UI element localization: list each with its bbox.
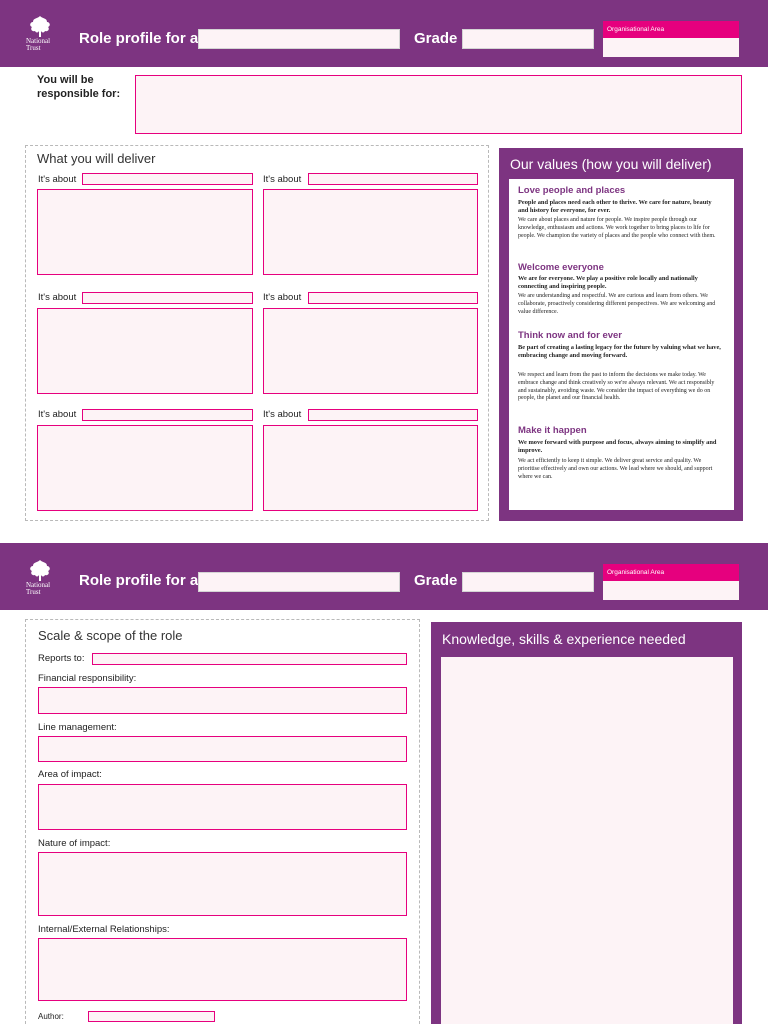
grade-label: Grade bbox=[414, 572, 458, 589]
its-about-label: It's about bbox=[263, 174, 302, 185]
its-about-field[interactable] bbox=[308, 292, 478, 304]
responsible-label bbox=[37, 73, 120, 101]
its-about-field[interactable] bbox=[82, 292, 253, 304]
org-area-field[interactable] bbox=[603, 581, 739, 600]
line-management-field[interactable] bbox=[38, 736, 407, 762]
value-body: We are understanding and respectful. We are curious and learn from others. We collaborate, proactively considering different perspectives. We are welcoming and value difference. bbox=[518, 293, 716, 315]
financial-label: Financial responsibility: bbox=[38, 673, 137, 684]
logo-text-1: National bbox=[26, 581, 51, 589]
national-trust-logo bbox=[20, 558, 60, 602]
its-about-label: It's about bbox=[38, 409, 77, 420]
org-area-field[interactable] bbox=[603, 38, 739, 57]
deliver-box[interactable] bbox=[37, 425, 253, 511]
value-lead: Be part of creating a lasting legacy for the future by valuing what we have, embracing change and moving forward. bbox=[518, 344, 721, 360]
value-lead: We are for everyone. We play a positive role locally and nationally connecting and inspiring people. bbox=[518, 275, 698, 291]
responsible-label-line2: responsible for: bbox=[37, 88, 121, 100]
values-card bbox=[509, 179, 734, 510]
org-area-label: Organisational Area bbox=[603, 21, 739, 38]
responsible-label-line1: You will be bbox=[37, 74, 94, 86]
responsible-for-field[interactable] bbox=[135, 75, 742, 134]
values-title: Our values (how you will deliver) bbox=[510, 156, 712, 172]
its-about-field[interactable] bbox=[308, 173, 478, 185]
its-about-field[interactable] bbox=[82, 409, 253, 421]
relationships-field[interactable] bbox=[38, 938, 407, 1001]
its-about-field[interactable] bbox=[82, 173, 253, 185]
role-title-field[interactable] bbox=[198, 29, 400, 49]
value-body: We act efficiently to keep it simple. We deliver great service and quality. We prioritise effectively and own our actions. We lead where we should, and support where we can. bbox=[518, 458, 713, 480]
oak-leaf-icon bbox=[27, 14, 53, 38]
role-title-field[interactable] bbox=[198, 572, 400, 592]
value-heading: Love people and places bbox=[518, 185, 626, 196]
reports-to-label: Reports to: bbox=[38, 653, 85, 664]
deliver-box[interactable] bbox=[263, 308, 478, 394]
its-about-label: It's about bbox=[38, 292, 77, 303]
its-about-label: It's about bbox=[263, 292, 302, 303]
its-about-label: It's about bbox=[38, 174, 77, 185]
deliver-box[interactable] bbox=[263, 425, 478, 511]
deliver-box[interactable] bbox=[37, 308, 253, 394]
logo-text-1: National bbox=[26, 37, 51, 45]
financial-field[interactable] bbox=[38, 687, 407, 714]
national-trust-logo bbox=[20, 14, 60, 58]
its-about-field[interactable] bbox=[308, 409, 478, 421]
grade-label: Grade bbox=[414, 30, 458, 47]
knowledge-field[interactable] bbox=[441, 657, 733, 1024]
area-of-impact-label: Area of impact: bbox=[38, 769, 102, 780]
logo-text-2: Trust bbox=[26, 44, 41, 52]
value-heading: Think now and for ever bbox=[518, 330, 622, 341]
nature-of-impact-field[interactable] bbox=[38, 852, 407, 916]
knowledge-title: Knowledge, skills & experience needed bbox=[442, 631, 686, 647]
role-profile-title: Role profile for a bbox=[79, 30, 199, 47]
value-heading: Welcome everyone bbox=[518, 262, 604, 273]
scale-title: Scale & scope of the role bbox=[38, 628, 183, 643]
value-lead: We move forward with purpose and focus, always aiming to simplify and improve. bbox=[518, 439, 717, 455]
org-area-label: Organisational Area bbox=[603, 564, 739, 581]
role-profile-title: Role profile for a bbox=[79, 572, 199, 589]
relationships-label: Internal/External Relationships: bbox=[38, 924, 170, 935]
logo-text-2: Trust bbox=[26, 588, 41, 596]
oak-leaf-icon bbox=[27, 558, 53, 582]
author-label: Author: bbox=[38, 1012, 64, 1021]
grade-field[interactable] bbox=[462, 29, 594, 49]
line-management-label: Line management: bbox=[38, 722, 117, 733]
org-area-box bbox=[603, 21, 739, 57]
value-body: We care about places and nature for people. We inspire people through our knowledge, enthusiasm and actions. We work together to bring places to life for people. We champion the variety of places and the people who connect with them. bbox=[518, 217, 716, 239]
its-about-label: It's about bbox=[263, 409, 302, 420]
nature-of-impact-label: Nature of impact: bbox=[38, 838, 111, 849]
reports-to-field[interactable] bbox=[92, 653, 407, 665]
deliver-title: What you will deliver bbox=[37, 151, 156, 166]
author-field[interactable] bbox=[88, 1011, 215, 1022]
value-heading: Make it happen bbox=[518, 425, 587, 436]
grade-field[interactable] bbox=[462, 572, 594, 592]
org-area-box bbox=[603, 564, 739, 600]
deliver-box[interactable] bbox=[263, 189, 478, 275]
value-body: We respect and learn from the past to inform the decisions we make today. We embrace change and think creatively so we're always relevant. We act responsibly and sustainably, avoiding waste. We consider the impact of everything we do on people, the planet and our financial health. bbox=[518, 372, 715, 402]
value-lead: People and places need each other to thrive. We care for nature, beauty and history for everyone, for ever. bbox=[518, 199, 712, 215]
area-of-impact-field[interactable] bbox=[38, 784, 407, 830]
deliver-box[interactable] bbox=[37, 189, 253, 275]
